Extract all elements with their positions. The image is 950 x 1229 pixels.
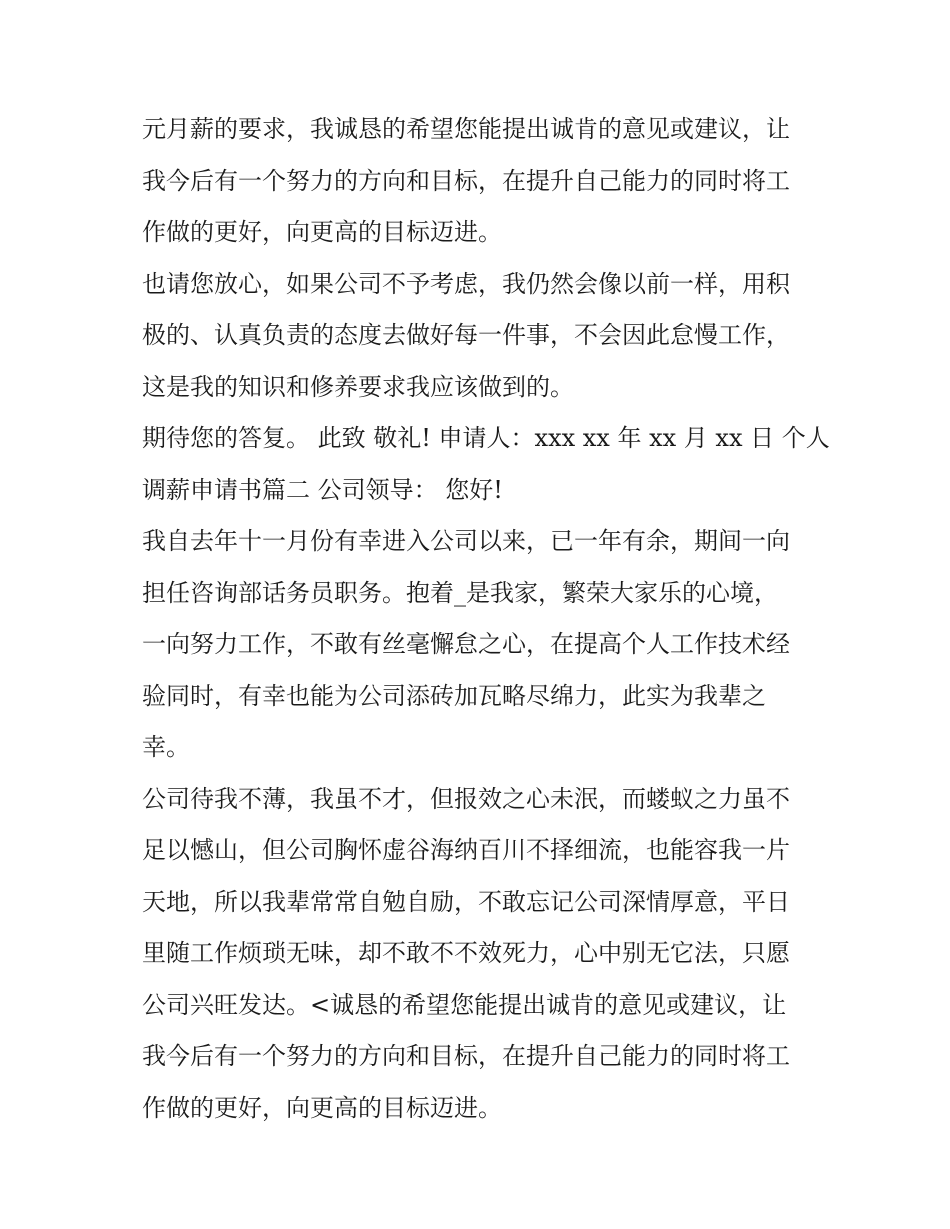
text-line: 天地，所以我辈常常自勉自励，不敢忘记公司深情厚意，平日 bbox=[142, 887, 790, 916]
text-line: 我今后有一个努力的方向和目标，在提升自己能力的同时将工 bbox=[142, 166, 790, 195]
text-line: 我今后有一个努力的方向和目标，在提升自己能力的同时将工 bbox=[142, 1042, 790, 1070]
text-line: 公司待我不薄，我虽不才，但报效之心未泯，而蝼蚁之力虽不 bbox=[142, 784, 790, 813]
text-line: 作做的更好，向更高的目标迈进。 bbox=[142, 1093, 502, 1122]
text-line: 我自去年十一月份有幸进入公司以来，已一年有余，期间一向 bbox=[142, 527, 790, 555]
text-line: 作做的更好，向更高的目标迈进。 bbox=[142, 218, 502, 246]
text-line: 里随工作烦琐无味，却不敢不不效死力，心中别无它法，只愿 bbox=[142, 939, 790, 967]
paragraph-5 bbox=[142, 774, 822, 1135]
paragraph-3 bbox=[142, 413, 830, 516]
text-line: 幸。 bbox=[142, 733, 190, 761]
paragraph-4 bbox=[142, 516, 822, 774]
text-line: 验同时，有幸也能为公司添砖加瓦略尽绵力，此实为我辈之 bbox=[142, 681, 766, 710]
text-line: 担任咨询部话务员职务。抱着_是我家，繁荣大家乐的心境， bbox=[142, 578, 778, 607]
text-line: 公司兴旺发达。<诚恳的希望您能提出诚肯的意见或建议，让 bbox=[142, 990, 787, 1019]
text-line: 调薪申请书篇二 公司领导： 您好! bbox=[142, 475, 503, 504]
text-line: 期待您的答复。 此致 敬礼! 申请人：xxx xx 年 xx 月 xx 日 个人 bbox=[142, 424, 830, 452]
text-line: 足以憾山，但公司胸怀虚谷海纳百川不择细流，也能容我一片 bbox=[142, 836, 790, 864]
document-body bbox=[142, 104, 830, 1134]
paragraph-2 bbox=[142, 259, 822, 414]
paragraph-1 bbox=[142, 104, 822, 259]
text-line: 极的、认真负责的态度去做好每一件事，不会因此怠慢工作， bbox=[142, 321, 790, 349]
text-line: 也请您放心，如果公司不予考虑，我仍然会像以前一样，用积 bbox=[142, 269, 790, 298]
text-line: 一向努力工作，不敢有丝毫懈怠之心，在提高个人工作技术经 bbox=[142, 630, 790, 658]
text-line: 元月薪的要求，我诚恳的希望您能提出诚肯的意见或建议，让 bbox=[142, 115, 790, 143]
text-line: 这是我的知识和修养要求我应该做到的。 bbox=[142, 372, 574, 401]
